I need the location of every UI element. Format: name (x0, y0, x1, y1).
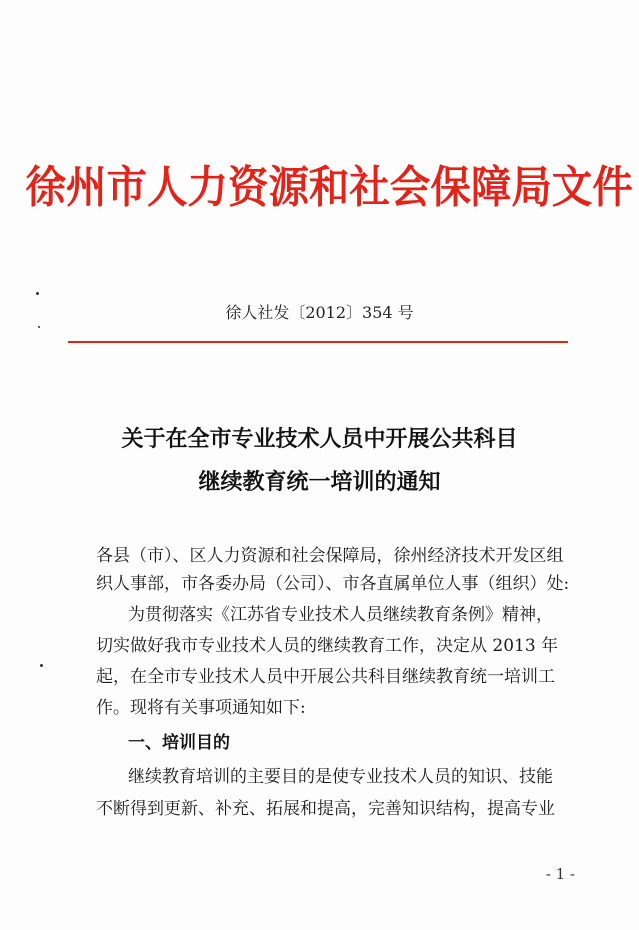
body-line: 织人事部，市各委办局（公司）、市各直属单位人事（组织）处: (96, 574, 570, 594)
page-number: - 1 - (545, 865, 575, 883)
body-line: 不断得到更新、补充、拓展和提高，完善知识结构，提高专业 (96, 799, 555, 819)
body-line: 继续教育培训的主要目的是使专业技术人员的知识、技能 (128, 767, 553, 787)
body-line: 为贯彻落实《江苏省专业技术人员继续教育条例》精神， (128, 605, 553, 625)
body-line: 切实做好我市专业技术人员的继续教育工作，决定从 2013 年 (96, 636, 559, 656)
notice-title-line-2: 继续教育统一培训的通知 (198, 469, 441, 495)
notice-title-line-1: 关于在全市专业技术人员中开展公共科目 (121, 426, 518, 452)
section-heading: 一、培训目的 (128, 733, 230, 753)
body-line: 作。现将有关事项通知如下: (96, 698, 306, 718)
body-line: 起，在全市专业技术人员中开展公共科目继续教育统一培训工 (96, 667, 555, 687)
scan-speck (38, 326, 40, 328)
document-number: 徐人社发〔2012〕354 号 (225, 303, 414, 322)
red-divider-line (68, 341, 568, 343)
scan-speck (40, 664, 43, 667)
issuing-authority-title: 徐州市人力资源和社会保障局文件 (25, 162, 633, 213)
body-line: 各县（市）、区人力资源和社会保障局，徐州经济技术开发区组 (96, 546, 564, 566)
scan-speck (36, 292, 39, 295)
